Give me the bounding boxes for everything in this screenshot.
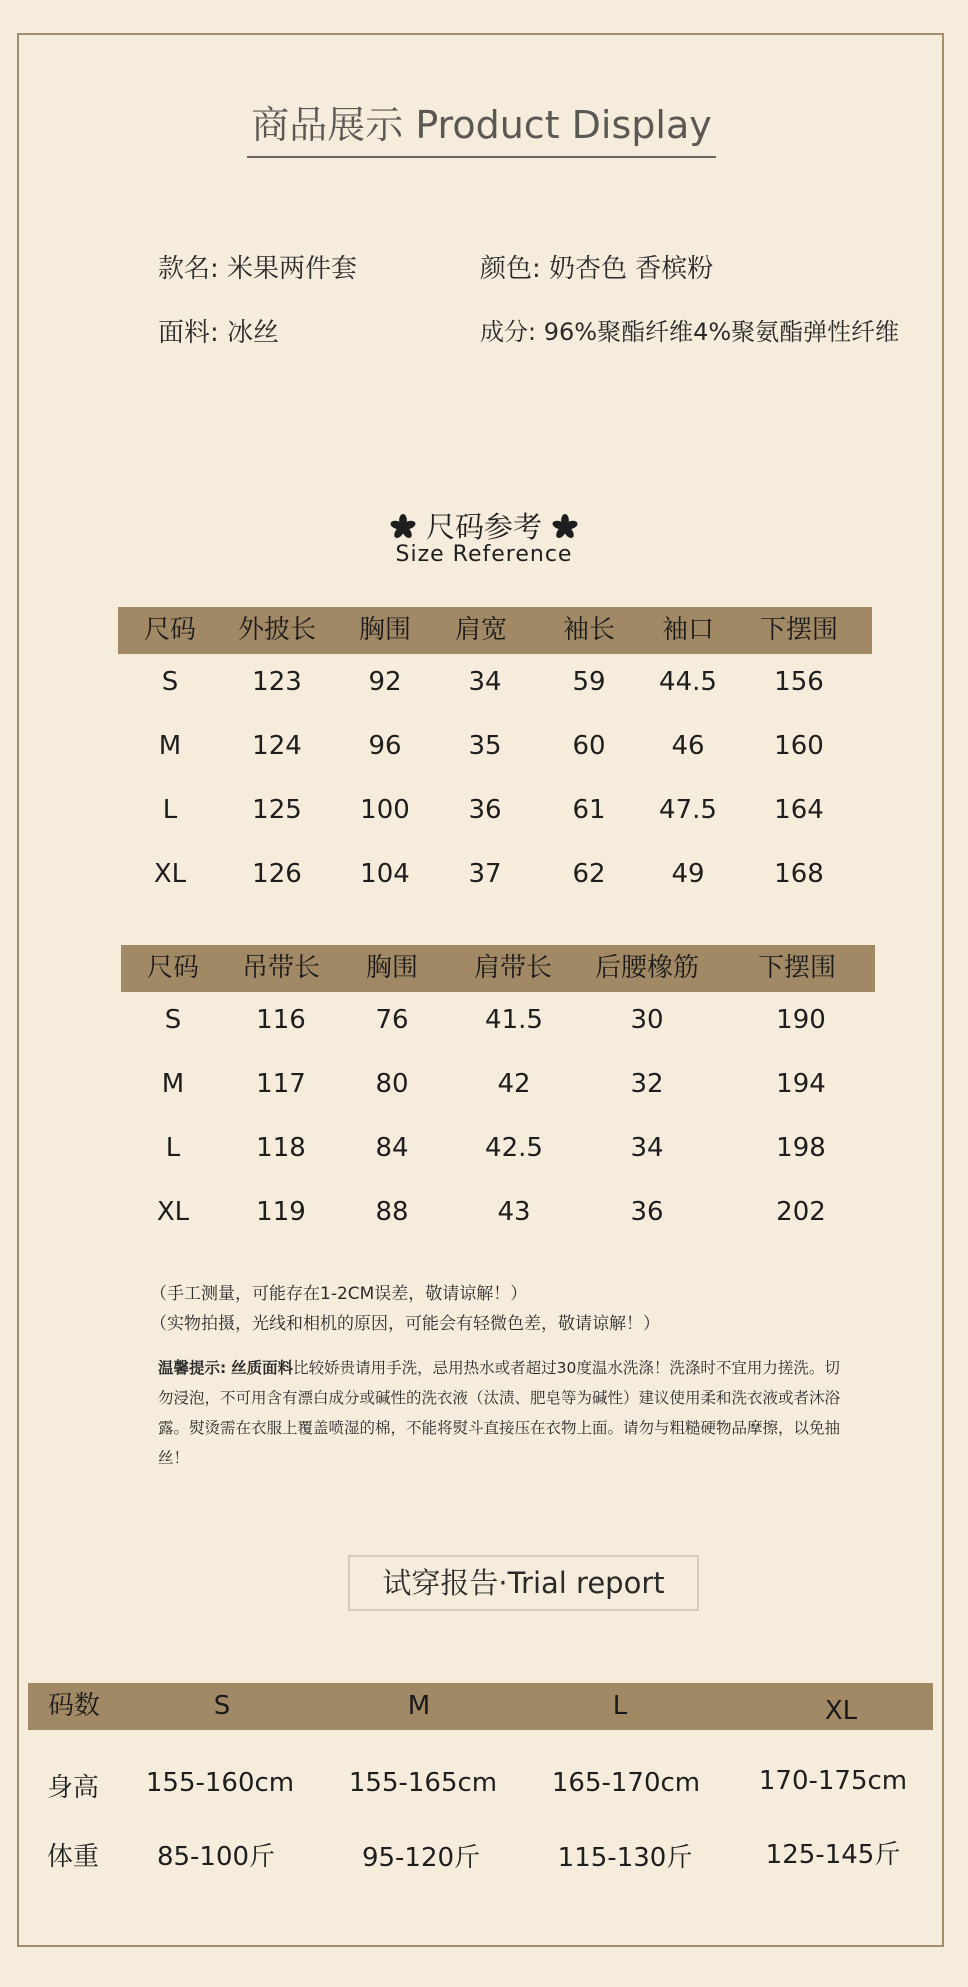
trial-header: XL	[824, 1696, 858, 1726]
table1-header: 下摆围	[759, 615, 839, 645]
table2-cell: S	[164, 1005, 182, 1035]
table2-cell: 118	[256, 1133, 306, 1163]
size-reference-en: Size Reference	[395, 542, 573, 567]
table2-cell: 43	[497, 1197, 531, 1227]
flower-icon	[390, 514, 416, 540]
table1-cell: 49	[671, 859, 705, 889]
table2-cell: 30	[630, 1005, 664, 1035]
tip-label: 温馨提示:	[158, 1359, 227, 1377]
table2-cell: 76	[375, 1005, 409, 1035]
table1-cell: 125	[252, 795, 302, 825]
trial-cell: 165-170cm	[551, 1768, 701, 1798]
fabric-label: 面料:	[158, 318, 219, 348]
table1-cell: 59	[572, 667, 606, 697]
table1-cell: 100	[360, 795, 410, 825]
table2-cell: 119	[256, 1197, 306, 1227]
color-value: 奶杏色 香槟粉	[549, 254, 714, 284]
trial-cell: 115-130斤	[557, 1843, 693, 1873]
table1-cell: 46	[671, 731, 705, 761]
trial-report-title: 试穿报告·Trial report	[348, 1555, 699, 1611]
table2-header: 后腰橡筋	[594, 953, 700, 983]
style-value: 米果两件套	[227, 254, 358, 284]
trial-header-band	[28, 1683, 933, 1730]
table2-header: 吊带长	[241, 953, 321, 983]
table2-cell: 198	[776, 1133, 826, 1163]
table1-cell: 124	[252, 731, 302, 761]
table2-cell: 32	[630, 1069, 664, 1099]
table1-header: 袖长	[562, 615, 616, 645]
table1-cell: 160	[774, 731, 824, 761]
table2-cell: 194	[776, 1069, 826, 1099]
table1-header: 外披长	[237, 615, 317, 645]
table1-cell: 37	[468, 859, 502, 889]
table1-cell: 96	[368, 731, 402, 761]
table1-cell: 123	[252, 667, 302, 697]
table1-cell: 156	[774, 667, 824, 697]
color-label: 颜色:	[480, 254, 541, 284]
trial-header: L	[612, 1691, 628, 1721]
measure-note: （手工测量，可能存在1-2CM误差，敬请谅解！）	[150, 1284, 528, 1304]
table2-cell: 84	[375, 1133, 409, 1163]
table2-cell: 41.5	[485, 1005, 543, 1035]
trial-cell: 95-120斤	[361, 1843, 481, 1873]
table1-cell: 104	[360, 859, 410, 889]
trial-cell: 155-160cm	[145, 1768, 295, 1798]
trial-header: M	[407, 1691, 431, 1721]
table1-cell: 61	[572, 795, 606, 825]
table1-cell: 126	[252, 859, 302, 889]
trial-cell: 身高	[46, 1773, 100, 1803]
table1-cell: 92	[368, 667, 402, 697]
table1-header: 尺码	[143, 615, 197, 645]
table2-cell: 42.5	[485, 1133, 543, 1163]
trial-cell: 85-100斤	[156, 1842, 276, 1872]
table2-cell: 80	[375, 1069, 409, 1099]
table2-header: 肩带长	[473, 953, 553, 983]
table2-cell: XL	[156, 1197, 190, 1227]
page-title: 商品展示 Product Display	[247, 100, 716, 158]
table1-cell: 60	[572, 731, 606, 761]
color-info	[480, 248, 713, 285]
table2-cell: 42	[497, 1069, 531, 1099]
table1-cell: 44.5	[659, 667, 717, 697]
composition-value: 96%聚酯纤维4%聚氨酯弹性纤维	[543, 318, 900, 346]
table1-header: 肩宽	[454, 615, 508, 645]
trial-header: S	[213, 1691, 231, 1721]
size-reference-title	[0, 505, 968, 546]
table1-cell: 62	[572, 859, 606, 889]
style-label: 款名:	[158, 254, 219, 284]
composition-label: 成分:	[480, 318, 537, 346]
table2-cell: L	[165, 1133, 181, 1163]
composition-info	[480, 312, 899, 347]
table2-cell: 116	[256, 1005, 306, 1035]
table2-cell: 190	[776, 1005, 826, 1035]
table2-cell: M	[161, 1069, 185, 1099]
table2-cell: 88	[375, 1197, 409, 1227]
table1-cell: 47.5	[659, 795, 717, 825]
table1-cell: XL	[153, 859, 187, 889]
flower-icon	[552, 514, 578, 540]
table1-cell: 164	[774, 795, 824, 825]
photo-note: （实物拍摄，光线和相机的原因，可能会有轻微色差，敬请谅解！）	[150, 1314, 660, 1334]
table1-header: 胸围	[358, 615, 412, 645]
fabric-info	[158, 312, 279, 349]
care-tip	[158, 1353, 848, 1473]
table1-cell: L	[162, 795, 178, 825]
table2-header: 下摆围	[757, 953, 837, 983]
table2-header: 尺码	[146, 953, 200, 983]
trial-cell: 体重	[46, 1842, 100, 1872]
style-name-info	[158, 248, 357, 285]
trial-cell: 170-175cm	[758, 1766, 908, 1796]
size-reference-cn: 尺码参考	[425, 510, 542, 544]
table2-cell: 34	[630, 1133, 664, 1163]
table1-cell: 34	[468, 667, 502, 697]
trial-cell: 125-145斤	[765, 1840, 901, 1870]
tip-text: 比较娇贵请用手洗，忌用热水或者超过30度温水洗涤！洗涤时不宜用力搓洗。切勿浸泡，不可用含有漂白成分或碱性的洗衣液（汰渍、肥皂等为碱性）建议使用柔和洗衣液或者沐浴露。熨烫需在衣服上覆盖喷湿的棉，不能将熨斗直接压在衣物上面。请勿与粗糙硬物品摩擦，以免抽丝！	[158, 1359, 841, 1467]
trial-header: 码数	[47, 1691, 101, 1721]
table2-cell: 36	[630, 1197, 664, 1227]
tip-fabric: 丝质面料	[231, 1359, 294, 1377]
table1-cell: 35	[468, 731, 502, 761]
table1-cell: M	[158, 731, 182, 761]
table1-cell: 36	[468, 795, 502, 825]
table2-cell: 202	[776, 1197, 826, 1227]
table1-cell: S	[161, 667, 179, 697]
table2-cell: 117	[256, 1069, 306, 1099]
table1-header: 袖口	[661, 615, 715, 645]
table2-header: 胸围	[365, 953, 419, 983]
fabric-value: 冰丝	[227, 318, 280, 348]
trial-cell: 155-165cm	[348, 1768, 498, 1798]
table1-cell: 168	[774, 859, 824, 889]
